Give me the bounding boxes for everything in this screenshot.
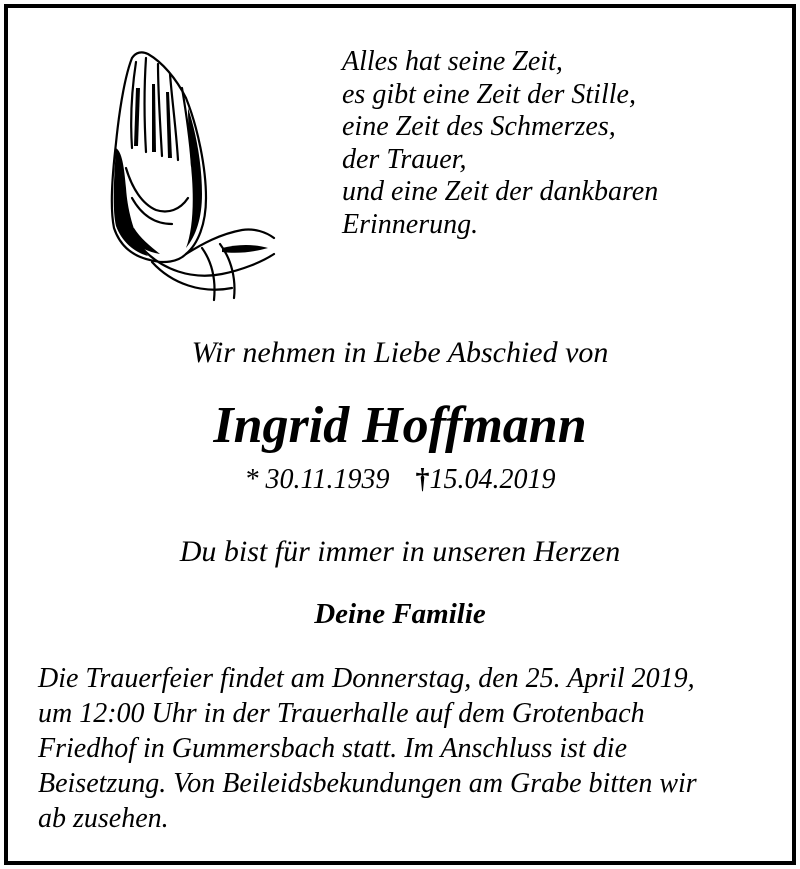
notice-line: Friedhof in Gummersbach statt. Im Anschluss ist die [38, 733, 628, 764]
family-signature: Deine Familie [314, 598, 486, 630]
poem-line: es gibt eine Zeit der Stille, [342, 78, 636, 110]
praying-hands-icon [102, 48, 277, 303]
funeral-notice [38, 661, 788, 836]
poem [342, 46, 782, 241]
poem-line: eine Zeit des Schmerzes, [342, 111, 616, 142]
cross-icon: † [415, 464, 430, 495]
poem-line: und eine Zeit der dankbaren [342, 176, 659, 207]
poem-line: Alles hat seine Zeit, [342, 46, 563, 77]
notice-line: Beisetzung. Von Beileidsbekundungen am Grabe bitten wir [38, 768, 697, 799]
life-dates [8, 464, 792, 496]
obituary-card [4, 4, 796, 865]
farewell-intro: Wir nehmen in Liebe Abschied von [191, 336, 609, 369]
birth-date: * 30.11.1939 [244, 464, 390, 495]
notice-line: ab zusehen. [38, 803, 169, 834]
notice-line: um 12:00 Uhr in der Trauerhalle auf dem Grotenbach [38, 698, 645, 729]
death-date: 15.04.2019 [429, 464, 556, 495]
farewell-line: Du bist für immer in unseren Herzen [179, 535, 621, 568]
deceased-name: Ingrid Hoffmann [213, 397, 587, 454]
poem-line: der Trauer, [342, 143, 467, 175]
notice-line: Die Trauerfeier findet am Donnerstag, den 25. April 2019, [38, 663, 695, 694]
poem-line: Erinnerung. [342, 208, 479, 240]
